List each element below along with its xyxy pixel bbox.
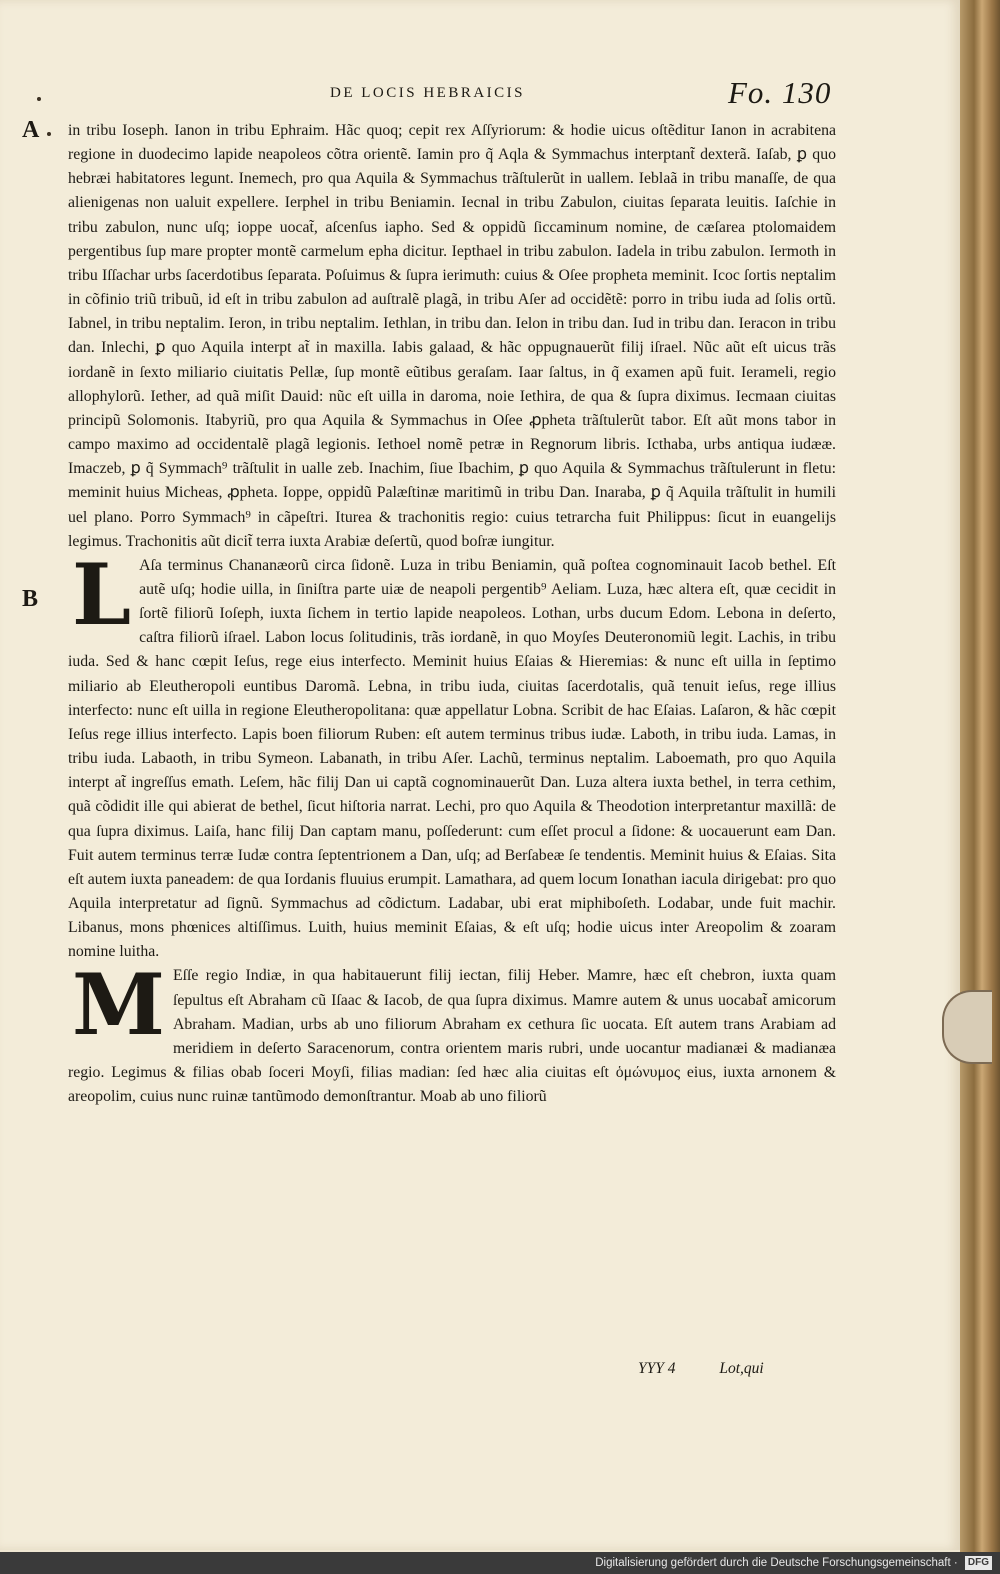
signature-mark: YYY 4 xyxy=(638,1360,676,1377)
margin-dot xyxy=(37,97,41,101)
dfg-logo: DFG xyxy=(965,1556,992,1570)
drop-cap-m: M xyxy=(72,955,165,1055)
margin-mark-b: B xyxy=(22,586,39,612)
clasp-tab xyxy=(942,990,992,1064)
footer-credit: Digitalisierung gefördert durch die Deutsche Forschungsgemeinschaft · xyxy=(595,1557,958,1569)
running-head-title: DE LOCIS HEBRAICIS xyxy=(330,85,526,101)
paragraph-l-entries xyxy=(68,544,836,965)
main-text-block xyxy=(68,119,836,1109)
margin-mark-a: A xyxy=(22,117,40,143)
paragraph-m-text: Eſſe regio Indiæ, in qua habitauerunt filij iectan, filij Heber. Mamre, hæc eſt chebron, iuxta quam ſepultus eſt Abraham cũ Iſaac & Iacob, de qua ſupra diximus. Mamre autem & unus uocabat̃ amicorum Abraham. Madian, urbs ab uno filiorum Abraham ex cethura ſic uocata. Eſt autem trans Arabiam ad meridiem in deſerto Saracenorum, contra orientem maris rubri, unde uocantur madianæi & madianæa regio. Legimus & filias obab ſoceri Moyſi, filias madian: ſed hæc alia ciuitas eſt ὁμώνυμος eius, iuxta arnonem & areopolim, cuius nunc ruinæ tantũmodo demonſtrantur. Moab ab uno filiorũ xyxy=(68,967,836,1106)
folio-number: Fo. 130 xyxy=(728,75,832,110)
book-fore-edge xyxy=(960,0,1000,1552)
digitization-footer xyxy=(0,1552,1000,1574)
paragraph-l-text: Aſa terminus Chananæorũ circa ſidonẽ. Luza in tribu Beniamin, quã poſtea cognominauit Iacob bethel. Eſt autẽ uſq; hodie uilla, in ſiniſtra parte uiæ de neapoli pergentib⁹ Aeliam. Luza, hæc altera eſt, quæ cecidit in ſortẽ filiorũ Ioſeph, iuxta ſichem in tertio lapide neapoleos. Lothan, urbs ducum Edom. Lebona in deſerto, caſtra filiorũ iſrael. Labon locus ſolitudinis, trãs iordanẽ, in quo Moyſes Deuteronomiũ legit. Lachis, in tribu iuda. Sed & hanc cœpit Ieſus, rege eius interfecto. Meminit huius Eſaias & Hieremias: & nunc eſt uilla in ſeptimo miliario ab Eleutheropoli euntibus Daromã. Lebna, in tribu iuda, ciuitas ſacerdotalis, quã tenuit ieſus, rege illius interfecto: nunc eſt uilla in regione Eleutheropolitana: quæ appellatur Lobna. Scribit de hac Eſaias. Laſaron, & hãc cœpit Ieſus rege illius interfecto. Lapis boen filiorum Ruben: eſt autem terminus tribus iudæ. Laboth, in tribu iuda. Lamas, in tribu iuda. Labaoth, in tribu Symeon. Labanath, in tribu Aſer. Lachũ, terminus neptalim. Laboemath, pro quo Aquila interpt at̃ ingreſſus emath. Leſem, hãc filij Dan ui captã cognominauerũt Dan. Luza altera iuxta bethel, in terra cethim, quã cõdidit ille qui abierat de bethel, ſicut hiſtoria narrat. Lechi, pro quo Aquila & Theodotion interpretantur maxillã: de qua ſupra diximus. Laiſa, hanc filij Dan captam manu, poſſederunt: cum eſſet procul a ſidone: & uocauerunt eam Dan. Fuit autem terminus terræ Iudæ contra ſeptentrionem a Dan, uſq; ad Berſabeæ ſe tendentis. Meminit huius & Eſaias. Sita eſt autem iuxta paneadem: de qua Iordanis fluuius erumpit. Lamathara, ad quem locum Ionathan iacula dirigebat: pro quo Aquila interpretatur ad ſignũ. Symmachus ad cõdictum. Ladabar, ubi erat miphiboſeth. Lodabar, unde fuit machir. Libanus, mons phœnices altiſſimus. Luith, huius meminit Eſaias, & eſt uſq; hodie uicus inter Areopolim & zoaram nomine luitha. xyxy=(68,556,836,961)
catchword: Lot,qui xyxy=(719,1360,764,1377)
paragraph-i-entries: in tribu Ioseph. Ianon in tribu Ephraim. Hãc quoq; cepit rex Aſſyriorum: & hodie uicus oſtẽditur Ianon in acrabitena regione in duodecimo lapide neapoleos cõtra orientẽ. Iamin pro q̃ Aqla & Symmachus interptant̃ dexterã. Iaſab, ꝑ quo hebræi habitatores legunt. Inemech, pro qua Aquila & Symmachus trãſtulerũt in uallem. Ieblaã in tribu manaſſe, de qua alienigenas non ualuit expellere. Ierphel in tribu Beniamin. Iecnal in tribu Zabulon, ciuitas ſeparata leuitis. Iaſchie in tribu zabulon, nunc uſq; ioppe uocat̃, aſcenſus iapho. Sed & oppidũ ſiccaminum nomine, de cæſarea ptolomaidem pergentibus ſup mare propter montẽ carmelum epha dicitur. Iepthael in tribu zabulon. Iadela in tribu zabulon. Iermoth in tribu Iſſachar urbs ſacerdotibus ſeparata. Poſuimus & ſupra ierimuth: cuius & Oſee propheta meminit. Icoc ſortis neptalim in cõfinio triũ tribuũ, id eſt in tribu zabulon ad auſtralẽ plagã, in tribu Aſer ad occidẽtẽ: porro in tribu iuda ad ſolis ortũ. Iabnel, in tribu neptalim. Ieron, in tribu neptalim. Iethlan, in tribu dan. Ielon in tribu dan. Iud in tribu dan. Ieracon in tribu dan. Inlechi, ꝑ quo Aquila interpt at̃ in maxilla. Iabis galaad, & hãc oppugnauerũt filij iſrael. Nũc aũt eſt uicus trãs iordanẽ in ſexto miliario ciuitatis Pellæ, ſup montẽ eũtibus geraſam. Iaar ſaltus, in q̃ examen apũ fuit. Ierameli, regio allophylorũ. Iether, ad quã miſit Dauid: nũc eſt uilla in daroma, noie Iethira, de qua & ſupra diximus. Iecmaan ciuitas principũ Solomonis. Itabyriũ, pro qua Aquila & Symmachus in Oſee ꝓpheta trãſtulerũt tabor. Eſt aũt mons tabor in campo maximo ad occidentalẽ plagã legionis. Iethoel nomẽ petræ in Regnorum libris. Icthaba, urbs antiqua iudææ. Imaczeb, ꝑ q̃ Symmach⁹ trãſtulit in ualle zeb. Inachim, ſiue Ibachim, ꝑ quo Aquila & Symmachus trãſtulerunt in fletu: meminit huius Micheas, ꝓpheta. Ioppe, oppidũ Palæſtinæ maritimũ in tribu Dan. Inaraba, ꝑ q̃ Aquila trãſtulit in humili uel plano. Porro Symmach⁹ in cãpeſtri. Iturea & trachonitis regio: cuius tetrarcha fuit Philippus: ſicut in euangelijs legimus. Trachonitis aũt dicit̃ terra iuxta Arabiæ deſertũ, quod boſræ iungitur. xyxy=(68,122,836,550)
paragraph-m-entries xyxy=(68,955,836,1109)
page-signature xyxy=(638,1360,838,1378)
margin-dot xyxy=(47,132,51,136)
drop-cap-l: L xyxy=(72,544,132,644)
